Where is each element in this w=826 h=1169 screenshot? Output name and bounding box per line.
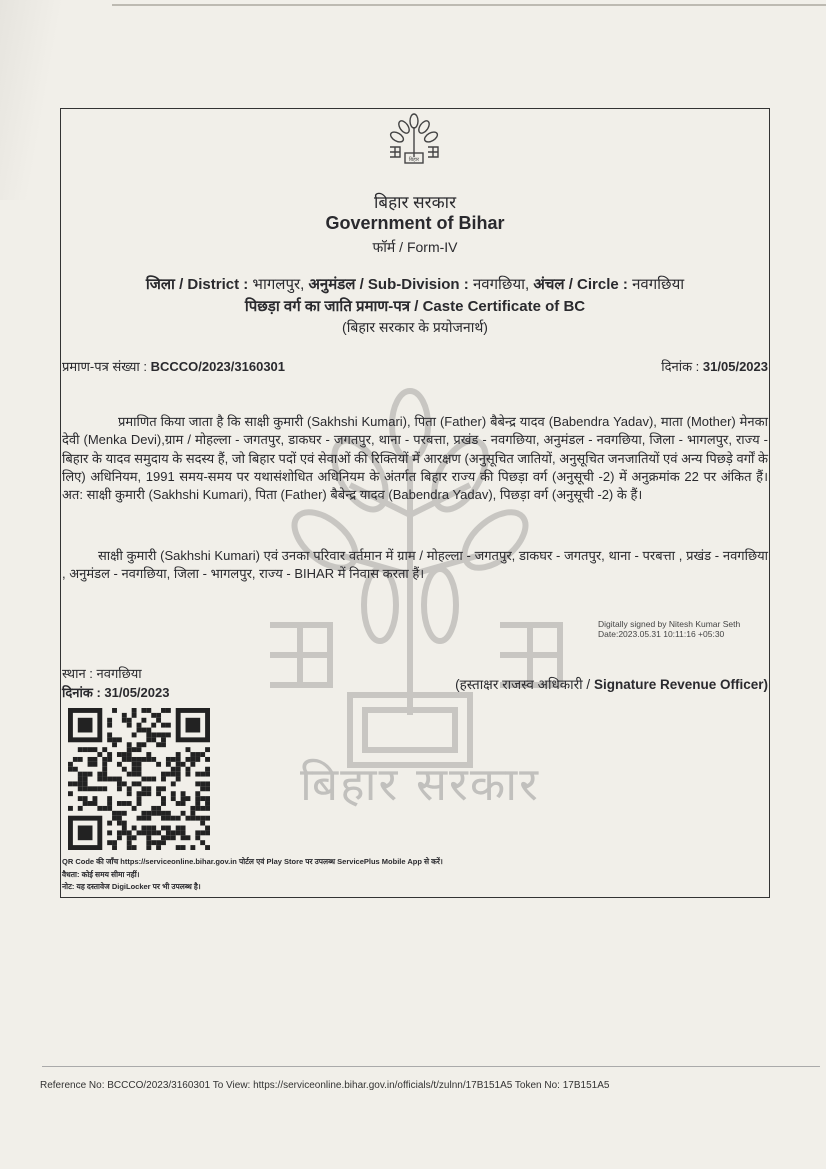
issue-date-value: 31/05/2023 (702, 359, 768, 374)
circle-value: नवगछिया (632, 276, 685, 293)
certificate-number (62, 357, 285, 375)
digital-signer: Digitally signed by Nitesh Kumar Seth (598, 619, 741, 629)
digital-sign-date: Date:2023.05.31 10:11:16 +05:30 (598, 629, 725, 639)
certificate-paragraph-1: प्रमाणित किया जाता है कि साक्षी कुमारी (Sakhshi Kumari), पिता (Father) बैबेन्द्र यादव (Babendra Yadav), माता (Mother) मेनका देवी (Menka Devi),ग्राम / मोहल्ला - जगतपुर, डाकघर - जगतपुर, थाना - परबत्ता, प्रखंड - नवगछिया, अनुमंडल - नवगछिया, जिला - भागलपुर, राज्य - बिहार के यादव समुदाय के सदस्य हैं, जो बिहार पदों एवं सेवाओं की रिक्तियों में आरक्षण (अनुसूचित जातियों, अनुसूचित जनजातियों एवं अन्य पिछड़े वर्गों के लिए) अधिनियम, 1991 समय-समय पर यथासंशोधित अधिनियम के अंतर्गत बिहार राज्य की पिछड़ा वर्ग (अनुसूची -2) में अनुक्रमांक 22 पर अंकित हैं। अत: साक्षी कुमारी (Sakhshi Kumari), पिता (Father) बैबेन्द्र यादव (Babendra Yadav), पिछड़ा वर्ग (अनुसूची -2) के हैं। (62, 414, 768, 503)
certificate-title: पिछड़ा वर्ग का जाति प्रमाण-पत्र / Caste Certificate of BC (244, 298, 586, 315)
purpose-line: (बिहार सरकार के प्रयोजनार्थ) (342, 319, 488, 335)
reference-line: Reference No: BCCCO/2023/3160301 To View: https://serviceonline.bihar.gov.in/officials/t/zulnn/17B151A5 Token No: 17B151A5 (40, 1080, 610, 1091)
bihar-emblem-icon (385, 113, 443, 171)
sign-date: दिनांक : 31/05/2023 (62, 685, 170, 700)
issue-date-label: दिनांक : (661, 359, 700, 374)
officer-hindi: (हस्ताक्षर राजस्व अधिकारी / (455, 677, 591, 692)
title-english: Government of Bihar (325, 213, 505, 233)
district-label: जिला / District : (145, 276, 249, 293)
subdivision-label: अनुमंडल / Sub-Division : (308, 276, 469, 293)
subdivision-value: नवगछिया, (472, 276, 530, 293)
cert-no-label: प्रमाण-पत्र संख्या : (62, 359, 147, 374)
validity-note: वैधता: कोई समय सीमा नहीं। (62, 870, 140, 879)
watermark-text: बिहार सरकार (300, 757, 540, 811)
district-line (60, 274, 770, 294)
signature-officer (455, 675, 768, 693)
reference-divider (42, 1066, 820, 1067)
paper-edge (112, 4, 826, 6)
form-number: फॉर्म / Form-IV (372, 239, 458, 255)
emblem-label: बिहार (408, 157, 420, 163)
qr-code[interactable] (68, 708, 210, 850)
district-value: भागलपुर, (252, 276, 305, 293)
officer-english: Signature Revenue Officer) (593, 677, 768, 692)
certificate-paragraph-2: साक्षी कुमारी (Sakhshi Kumari) एवं उनका परिवार वर्तमान में ग्राम / मोहल्ला - जगतपुर, डाकघर - जगतपुर, थाना - परबत्ता , प्रखंड - नवगछिया , अनुमंडल - नवगछिया, जिला - भागलपुर, राज्य - BIHAR में निवास करता हैं। (62, 548, 768, 582)
qr-note: QR Code की जाँच https://serviceonline.bihar.gov.in पोर्टल एवं Play Store पर उपलब्ध ServicePlus Mobile App से करें। (62, 857, 443, 866)
circle-label: अंचल / Circle : (533, 276, 628, 293)
digilocker-note: नोट: यह दस्तावेज DigiLocker पर भी उपलब्ध है। (62, 882, 201, 891)
issue-date (661, 357, 768, 375)
place: स्थान : नवगछिया (62, 666, 142, 681)
cert-no-value: BCCCO/2023/3160301 (150, 359, 286, 374)
title-hindi: बिहार सरकार (373, 193, 457, 212)
digital-signature-note (598, 619, 740, 639)
